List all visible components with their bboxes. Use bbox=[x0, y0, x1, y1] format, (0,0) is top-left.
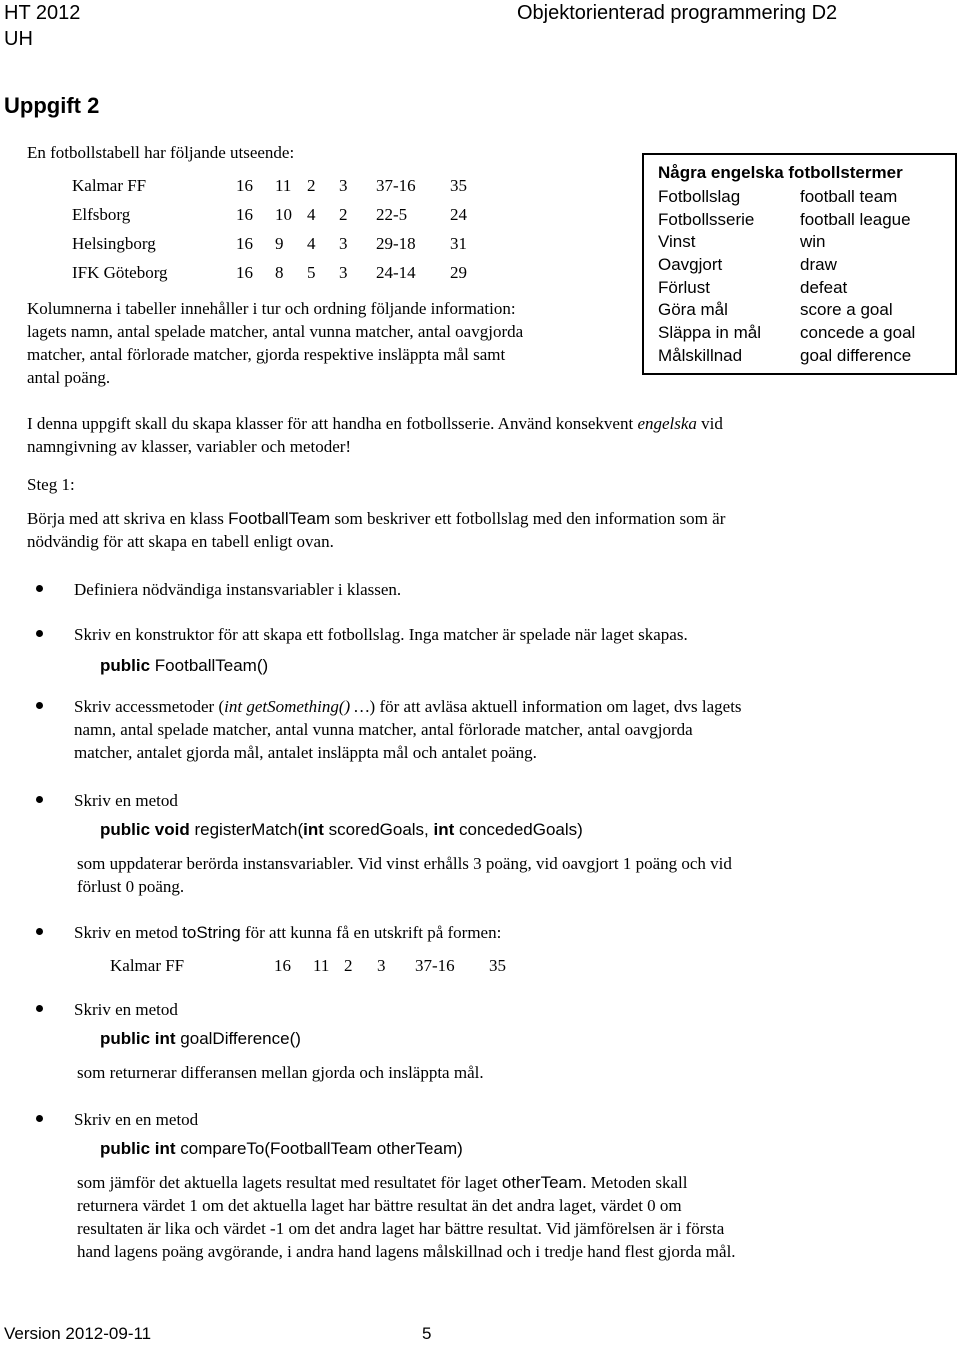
code-text: scoredGoals, bbox=[328, 820, 434, 839]
step-text-line bbox=[27, 507, 725, 530]
bullet-emphasis: int getSomething() … bbox=[224, 697, 370, 716]
bullet-text-line: som uppdaterar berörda instansvariabler. Vid vinst erhålls 3 poäng, vid oavgjort 1 poäng och vid bbox=[77, 854, 732, 873]
points: 29 bbox=[450, 263, 467, 282]
vocabulary-title: Några engelska fotbollstermer bbox=[658, 163, 903, 182]
code-text: otherTeam bbox=[501, 1173, 583, 1192]
points: 31 bbox=[450, 234, 467, 253]
swedish-term: Målskillnad bbox=[658, 346, 743, 365]
code-text: concededGoals) bbox=[459, 820, 583, 839]
columns-description-line: matcher, antal förlorade matcher, gjorda respektive insläppta mål samt bbox=[27, 345, 506, 364]
code-keyword: public int bbox=[100, 1029, 176, 1048]
example-team-name: Kalmar FF bbox=[110, 956, 185, 975]
swedish-term: Förlust bbox=[658, 278, 710, 297]
swedish-term: Oavgjort bbox=[658, 255, 723, 274]
bullet-text-line: matcher, antalet gjorda mål, antalet insläppta mål och antalet poäng. bbox=[74, 743, 537, 762]
played: 16 bbox=[236, 205, 253, 224]
won: 8 bbox=[275, 263, 284, 282]
won: 11 bbox=[275, 176, 292, 195]
english-term: concede a goal bbox=[800, 323, 916, 342]
team-name: Kalmar FF bbox=[72, 176, 147, 195]
swedish-term: Göra mål bbox=[658, 300, 728, 319]
points: 35 bbox=[450, 176, 467, 195]
columns-description-line: antal poäng. bbox=[27, 368, 111, 387]
code-signature bbox=[100, 1029, 301, 1049]
lost: 3 bbox=[339, 176, 348, 195]
goals: 22-5 bbox=[376, 205, 408, 224]
intro-text: En fotbollstabell har följande utseende: bbox=[27, 143, 295, 162]
step-label: Steg 1: bbox=[27, 475, 75, 494]
bullet-text bbox=[74, 921, 501, 944]
english-term: football team bbox=[800, 187, 898, 206]
points: 24 bbox=[450, 205, 467, 224]
drawn: 5 bbox=[307, 263, 316, 282]
bullet-text-part: ) för att avläsa aktuell information om laget, dvs lagets bbox=[369, 697, 742, 716]
code-text: toString bbox=[182, 923, 241, 942]
task-intro-line: namngivning av klasser, variabler och metoder! bbox=[27, 437, 352, 456]
swedish-term: Släppa in mål bbox=[658, 323, 762, 342]
step-text: som beskriver ett fotbollslag med den information som är bbox=[330, 509, 726, 528]
bullet-text-part: för att kunna få en utskrift på formen: bbox=[240, 923, 502, 942]
bullet-text-part: Skriv accessmetoder ( bbox=[74, 697, 225, 716]
won: 9 bbox=[275, 234, 284, 253]
code-keyword: public bbox=[100, 656, 151, 675]
header-course-term: HT 2012 bbox=[4, 2, 81, 24]
goals: 29-18 bbox=[376, 234, 416, 253]
played: 16 bbox=[236, 234, 253, 253]
lost: 3 bbox=[339, 234, 348, 253]
swedish-term: Vinst bbox=[658, 232, 696, 251]
bullet-icon bbox=[36, 796, 43, 803]
code-keyword: public int bbox=[100, 1139, 176, 1158]
drawn: 4 bbox=[307, 205, 316, 224]
bullet-icon bbox=[36, 585, 43, 592]
code-text: FootballTeam() bbox=[154, 656, 269, 675]
code-keyword: int bbox=[433, 820, 455, 839]
page-number: 5 bbox=[422, 1324, 432, 1343]
played: 16 bbox=[236, 176, 253, 195]
bullet-text-line: hand lagens poäng avgörande, i andra hand lagens målskillnad och i tredje hand flest gjorda mål. bbox=[77, 1242, 736, 1261]
code-keyword: public void bbox=[100, 820, 190, 839]
task-intro-line bbox=[27, 412, 723, 435]
code-text: goalDifference() bbox=[180, 1029, 301, 1048]
bullet-icon bbox=[36, 928, 43, 935]
bullet-text: Skriv en konstruktor för att skapa ett fotbollslag. Inga matcher är spelade när laget skapas. bbox=[74, 625, 688, 644]
swedish-term: Fotbollsserie bbox=[658, 210, 755, 229]
team-name: Elfsborg bbox=[72, 205, 131, 224]
english-term: score a goal bbox=[800, 300, 893, 319]
assignment-title: Uppgift 2 bbox=[4, 93, 100, 118]
bullet-text: Skriv en metod bbox=[74, 791, 178, 810]
code-keyword: int bbox=[303, 820, 324, 839]
bullet-text-part: . Metoden skall bbox=[582, 1173, 688, 1192]
example-lost: 3 bbox=[377, 956, 386, 975]
vocabulary-box bbox=[642, 153, 957, 375]
example-won: 11 bbox=[313, 956, 330, 975]
code-signature bbox=[100, 656, 268, 676]
drawn: 4 bbox=[307, 234, 316, 253]
code-text: registerMatch( bbox=[194, 820, 304, 839]
bullet-text-line bbox=[77, 1171, 687, 1194]
swedish-term: Fotbollslag bbox=[658, 187, 741, 206]
task-intro-text: I denna uppgift skall du skapa klasser för att handha en fotbollsserie. Använd konsekvent bbox=[27, 414, 638, 433]
example-drawn: 2 bbox=[344, 956, 353, 975]
bullet-text-line: som returnerar differansen mellan gjorda och insläppta mål. bbox=[77, 1063, 484, 1082]
english-term: win bbox=[800, 232, 826, 251]
goals: 37-16 bbox=[376, 176, 416, 195]
lost: 3 bbox=[339, 263, 348, 282]
bullet-text-line: returnera värdet 1 om det aktuella laget har bättre resultat än det andra laget, värdet 0 om bbox=[77, 1196, 682, 1215]
task-intro-emphasis: engelska bbox=[637, 414, 697, 433]
bullet-text-part: som jämför det aktuella lagets resultat med resultatet för laget bbox=[77, 1173, 502, 1192]
code-signature bbox=[100, 1139, 463, 1159]
columns-description-line: Kolumnerna i tabeller innehåller i tur och ordning följande information: bbox=[27, 299, 516, 318]
bullet-text-line: förlust 0 poäng. bbox=[77, 877, 185, 896]
code-signature bbox=[100, 820, 583, 840]
drawn: 2 bbox=[307, 176, 316, 195]
header-course-name: Objektorienterad programmering D2 bbox=[517, 2, 838, 24]
bullet-text-part: Skriv en metod bbox=[74, 923, 183, 942]
team-name: Helsingborg bbox=[72, 234, 156, 253]
lost: 2 bbox=[339, 205, 348, 224]
english-term: football league bbox=[800, 210, 911, 229]
bullet-text-line: resultaten är lika och värdet -1 om det andra laget har bättre resultat. Vid jämförelsen är i första bbox=[77, 1219, 725, 1238]
example-points: 35 bbox=[489, 956, 506, 975]
footer-version: Version 2012-09-11 bbox=[4, 1324, 152, 1343]
english-term: goal difference bbox=[800, 346, 912, 365]
bullet-text: Definiera nödvändiga instansvariabler i klassen. bbox=[74, 580, 402, 599]
class-name: FootballTeam bbox=[228, 509, 331, 528]
bullet-text bbox=[74, 695, 742, 718]
bullet-icon bbox=[36, 1115, 43, 1122]
team-name: IFK Göteborg bbox=[72, 263, 168, 282]
bullet-icon bbox=[36, 630, 43, 637]
bullet-text-line: namn, antal spelade matcher, antal vunna matcher, antal förlorade matcher, antal oavgjorda bbox=[74, 720, 693, 739]
bullet-icon bbox=[36, 1005, 43, 1012]
played: 16 bbox=[236, 263, 253, 282]
step-text: Börja med att skriva en klass bbox=[27, 509, 229, 528]
english-term: draw bbox=[800, 255, 837, 274]
won: 10 bbox=[275, 205, 292, 224]
bullet-text: Skriv en metod bbox=[74, 1000, 178, 1019]
example-goals: 37-16 bbox=[415, 956, 455, 975]
code-text: compareTo(FootballTeam otherTeam) bbox=[180, 1139, 463, 1158]
goals: 24-14 bbox=[376, 263, 416, 282]
example-played: 16 bbox=[274, 956, 291, 975]
english-term: defeat bbox=[800, 278, 848, 297]
columns-description-line: lagets namn, antal spelade matcher, antal vunna matcher, antal oavgjorda bbox=[27, 322, 524, 341]
task-intro-text: vid bbox=[696, 414, 723, 433]
header-dept: UH bbox=[4, 28, 33, 50]
bullet-text: Skriv en en metod bbox=[74, 1110, 199, 1129]
bullet-icon bbox=[36, 702, 43, 709]
step-text-line: nödvändig för att skapa en tabell enligt ovan. bbox=[27, 532, 334, 551]
